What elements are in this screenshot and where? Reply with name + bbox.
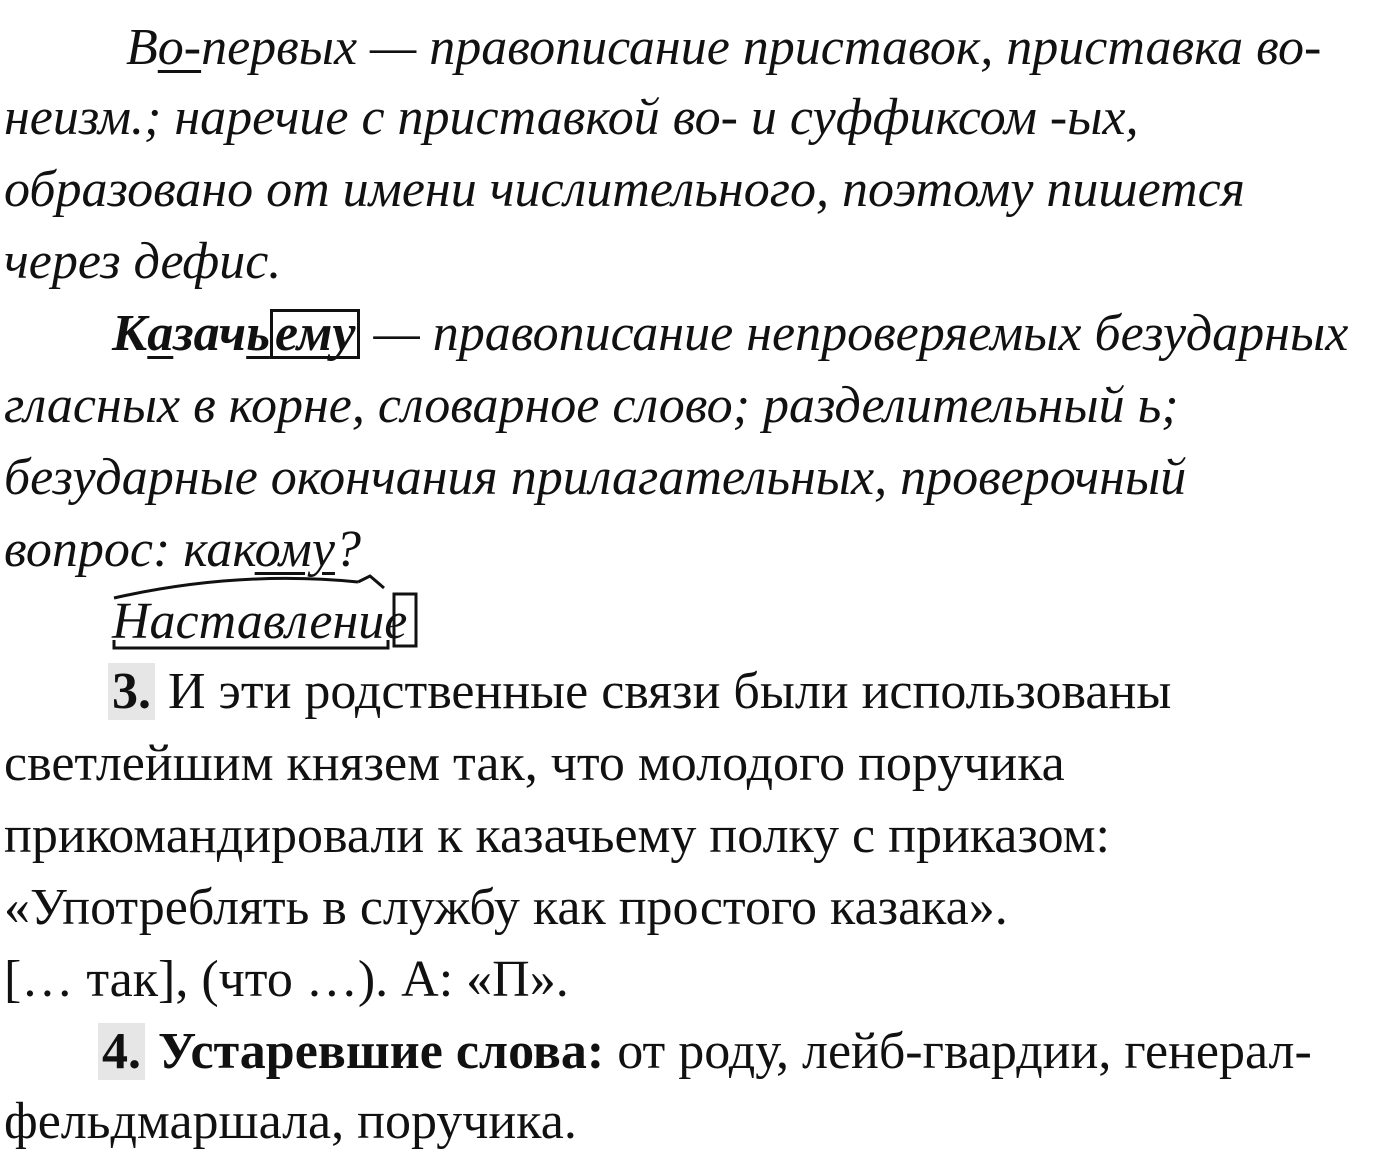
kazachemu-letter-k: К — [112, 305, 148, 362]
paragraph2-line3: безударные окончания прилагательных, проверочный — [4, 449, 1187, 506]
question-mark: ? — [334, 521, 361, 578]
paragraph2-line1-text: — правописание непроверяемых безударных — [360, 305, 1349, 362]
task4-heading: Устаревшие слова: — [145, 1023, 605, 1080]
word-ending: е — [384, 593, 408, 650]
task3-line4: «Употреблять в службу как простого казака». — [4, 879, 1008, 936]
kazachemu-unstressed-vowel: а — [147, 305, 174, 362]
task3-number: 3. — [108, 663, 155, 720]
task3-scheme: [… так], (что …). А: «П». — [4, 951, 569, 1008]
paragraph2-line4 — [4, 520, 361, 580]
word-vo-prefix: В — [126, 19, 158, 76]
paragraph1-line2: неизм.; наречие с приставкой во- и суффиксом -ых, — [4, 89, 1139, 146]
task4-line1-text: от роду, лейб-гвардии, генерал- — [604, 1023, 1312, 1080]
paragraph2-line2: гласных в корне, словарное слово; разделительный ь; — [4, 377, 1179, 434]
paragraph1-line4: через дефис. — [4, 233, 282, 290]
word-stem: Наставлени — [112, 593, 385, 650]
kazachemu-soft-sign: ь — [246, 305, 270, 362]
word-analysis-line — [112, 592, 407, 652]
paragraph1-line3: образовано от имени числительного, поэтому пишется — [4, 161, 1245, 218]
question-lead: вопрос: как — [4, 521, 255, 578]
task3-line2: светлейшим князем так, что молодого поручика — [4, 735, 1065, 792]
kazachemu-root-part: зач — [173, 305, 247, 362]
question-ending-marked: ому — [254, 521, 335, 578]
task3-line1-text: И эти родственные связи были использованы — [155, 663, 1172, 720]
task4-line2: фельдмаршала, поручика. — [4, 1093, 577, 1150]
kazachemu-ending-box: ему — [270, 309, 361, 359]
marked-prefix: о- — [157, 19, 202, 76]
task4-line1 — [98, 1022, 1312, 1082]
task4-number: 4. — [98, 1023, 145, 1080]
task3-line3: прикомандировали к казачьему полку с приказом: — [4, 807, 1110, 864]
paragraph1-line1-text: первых — правописание приставок, приставка во- — [201, 19, 1322, 76]
paragraph2-line1 — [112, 304, 1348, 364]
task3-line1 — [108, 662, 1171, 722]
paragraph1-line1 — [126, 18, 1321, 78]
suffix-mark — [358, 576, 384, 588]
